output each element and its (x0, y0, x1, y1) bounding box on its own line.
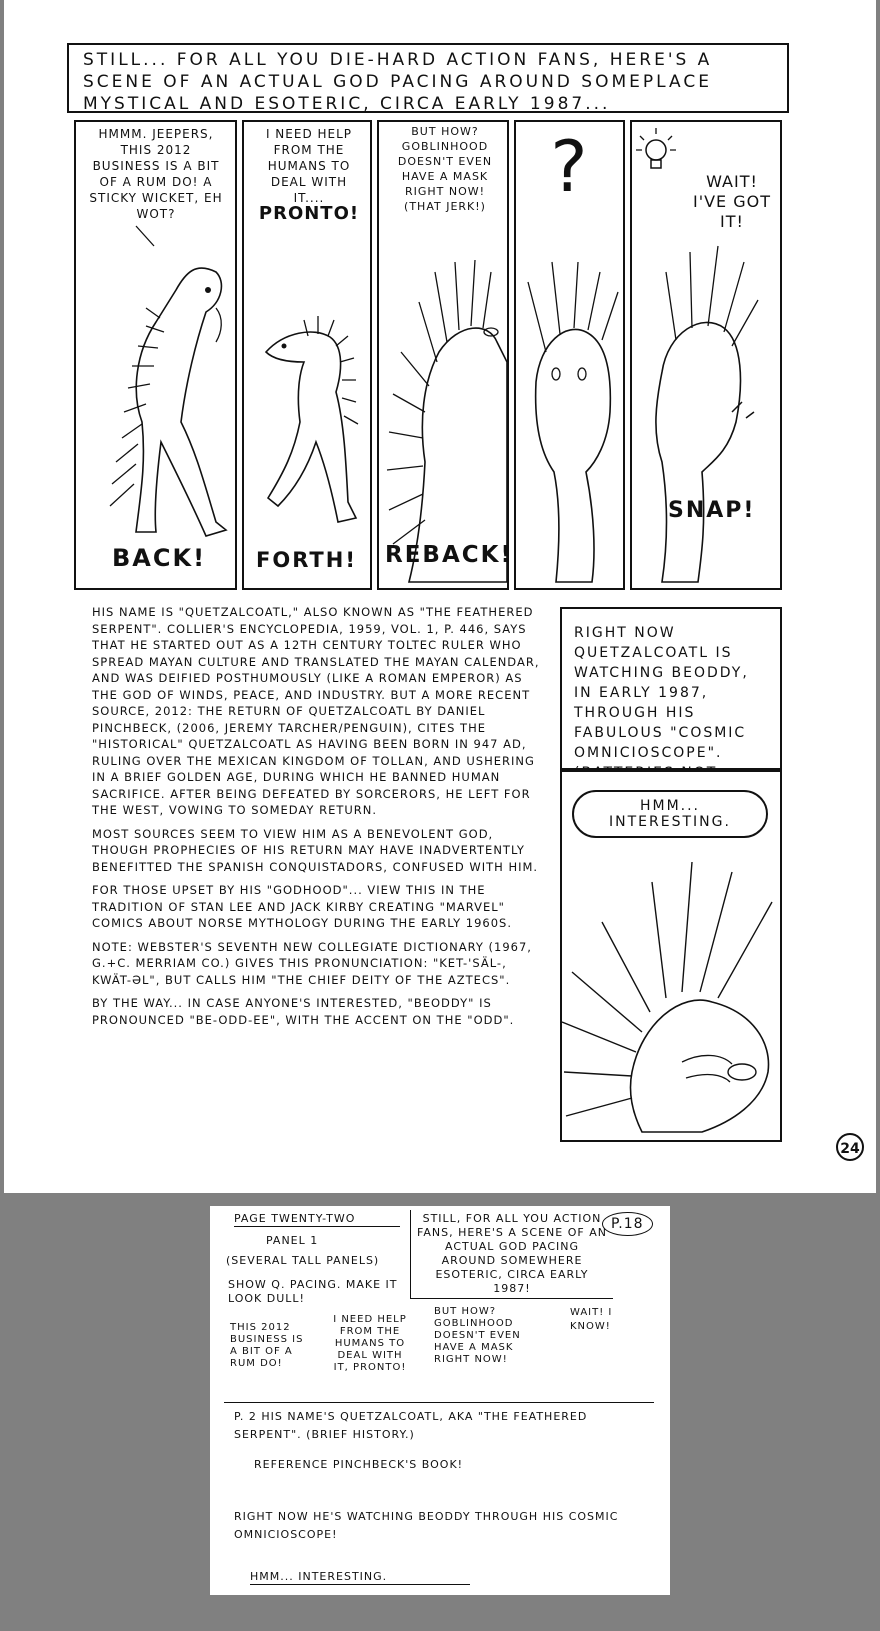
script-watching-note: RIGHT NOW HE'S WATCHING BEODDY THROUGH HIS COSMIC OMNICIOSCOPE! (234, 1510, 619, 1541)
script-ending-line: HMM... INTERESTING. (250, 1570, 470, 1585)
script-page-2: P. 2 HIS NAME'S QUETZALCOATL, AKA "THE FEATHERED SERPENT". (BRIEF HISTORY.) (234, 1410, 588, 1441)
top-caption-text: STILL... FOR ALL YOU DIE-HARD ACTION FANS, HERE'S A SCENE OF AN ACTUAL GOD PACING AROUND SOMEPLACE MYSTICAL AND ESOTERIC, CIRCA EARLY 1987... (83, 50, 713, 114)
history-text-block (92, 604, 547, 1035)
history-paragraph-2: MOST SOURCES SEEM TO VIEW HIM AS A BENEVOLENT GOD, THOUGH PROPHECIES OF HIS RETURN MAY HAVE INADVERTENTLY BENEFITTED THE SPANISH CONQUISTADORS, CONFUSED WITH HIM. (92, 826, 539, 874)
script-header: PAGE TWENTY-TWO (234, 1212, 400, 1227)
quetzalcoatl-turning-figure (379, 122, 507, 588)
quetzalcoatl-thinking-figure (516, 122, 623, 588)
panel-2-bubble-emphasis: PRONTO! (258, 203, 360, 224)
panel-2-bubble-text: I NEED HELP FROM THE HUMANS TO DEAL WITH IT.... (265, 127, 353, 205)
quetzalcoatl-striding-figure (244, 122, 370, 588)
beoddy-pronunciation-note: BY THE WAY... IN CASE ANYONE'S INTERESTED, "BEODDY" IS PRONOUNCED "BE-ODD-EE", WITH THE ACCENT ON THE "ODD". (92, 996, 515, 1027)
script-divider (224, 1402, 654, 1403)
script-dialogue-4: WAIT! I KNOW! (570, 1307, 613, 1332)
history-paragraph-1: HIS NAME IS "QUETZALCOATL," ALSO KNOWN AS "THE FEATHERED SERPENT". COLLIER'S ENCYCLOPEDIA, 1959, VOL. 1, P. 446, SAYS THAT HE STARTED OUT AS A 12TH CENTURY TOLTEC RULER WHO SPREAD MAYAN CULTURE AND TRANSLATED THE MAYAN CALENDAR, AND WAS DEIFIED POSTHUMOUSLY (LIKE A ROMAN EMPEROR) AS THE GOD OF WINDS, PEACE, AND INDUSTRY. BUT A MORE RECENT SOURCE, 2012: THE RETURN OF QUETZALCOATL BY DANIEL PINCHBECK, (2006, JEREMY TARCHER/PENGUIN), CITES THE "HISTORICAL" QUETZALCOATL AS HAVING BEEN BORN IN 947 AD, RULING OVER THE MEXICAN KINGDOM OF TOLLAN, AND USHERING IN A BRIEF GOLDEN AGE, DURING WHICH HE BANNED HUMAN SACRIFICE. AFTER BEING DEFEATED BY SORCERORS, HE LEFT FOR THE WEST, VOWING TO SOMEDAY RETURN. (92, 605, 540, 817)
quetzalcoatl-facepalm-figure (562, 772, 780, 1140)
comic-page (4, 0, 876, 1193)
script-direction: SHOW Q. PACING. MAKE IT LOOK DULL! (228, 1278, 398, 1305)
script-corner-ref: P.18 (602, 1212, 653, 1236)
right-caption-text: RIGHT NOW QUETZALCOATL IS WATCHING BEODDY, IN EARLY 1987, THROUGH HIS FABULOUS "COSMIC OMNICIOSCOPE". (574, 625, 749, 761)
script-reference-note: REFERENCE PINCHBECK'S BOOK! (254, 1458, 464, 1471)
panel-4 (514, 120, 625, 590)
right-caption-box (560, 607, 782, 770)
panel-2 (242, 120, 372, 590)
panel-5-speech-bubble: WAIT! I'VE GOT IT! (692, 172, 772, 231)
script-note-sheet (210, 1206, 670, 1595)
panel-1-sound-effect: BACK! (112, 544, 207, 572)
script-dialogue-3: BUT HOW? GOBLINHOOD DOESN'T EVEN HAVE A MASK RIGHT NOW! (434, 1306, 521, 1365)
pronunciation-note: NOTE: WEBSTER'S SEVENTH NEW COLLEGIATE DICTIONARY (1967, G.+C. MERRIAM CO.) GIVES THIS PRONUNCIATION: "KET-'SÄL-, KWÄT-ƏL", BUT CALLS HIM "THE CHIEF DEITY OF THE AZTECS". (92, 939, 532, 987)
script-panel-1-note: (SEVERAL TALL PANELS) (226, 1254, 380, 1267)
panel-3 (377, 120, 513, 590)
script-dialogue-1: THIS 2012 BUSINESS IS A BIT OF A RUM DO! (230, 1322, 304, 1369)
page-number: 24 (836, 1133, 864, 1161)
panel-1 (74, 120, 237, 590)
panel-1-speech-bubble: HMMM. JEEPERS, THIS 2012 BUSINESS IS A BIT OF A RUM DO! A STICKY WICKET, EH WOT? (89, 127, 223, 221)
right-speech-bubble: HMM... INTERESTING. (572, 790, 768, 838)
panel-interesting (560, 770, 782, 1142)
history-paragraph-3: FOR THOSE UPSET BY HIS "GODHOOD"... VIEW THIS IN THE TRADITION OF STAN LEE AND JACK KIRBY CREATING "MARVEL" COMICS ABOUT NORSE MYTHOLOGY DURING THE EARLY 1960S. (92, 883, 513, 930)
top-caption-box (67, 43, 789, 113)
script-dialogue-2: I NEED HELP FROM THE HUMANS TO DEAL WITH IT, PRONTO! (333, 1314, 407, 1373)
panel-4-question-mark: ? (550, 126, 588, 208)
script-caption-note: STILL, FOR ALL YOU ACTION FANS, HERE'S A SCENE OF AN ACTUAL GOD PACING AROUND SOMEWHERE ESOTERIC, CIRCA EARLY 1987! (410, 1210, 613, 1299)
panel-3-speech-bubble: BUT HOW? GOBLINHOOD DOESN'T EVEN HAVE A MASK RIGHT NOW! (THAT JERK!) (397, 125, 493, 213)
panel-2-sound-effect: FORTH! (256, 548, 357, 572)
panel-5 (630, 120, 782, 590)
quetzalcoatl-walking-figure (76, 122, 235, 588)
script-panel-1: PANEL 1 (266, 1234, 319, 1247)
panel-5-sound-effect: SNAP! (668, 498, 756, 523)
panel-3-sound-effect: REBACK! (385, 542, 513, 568)
